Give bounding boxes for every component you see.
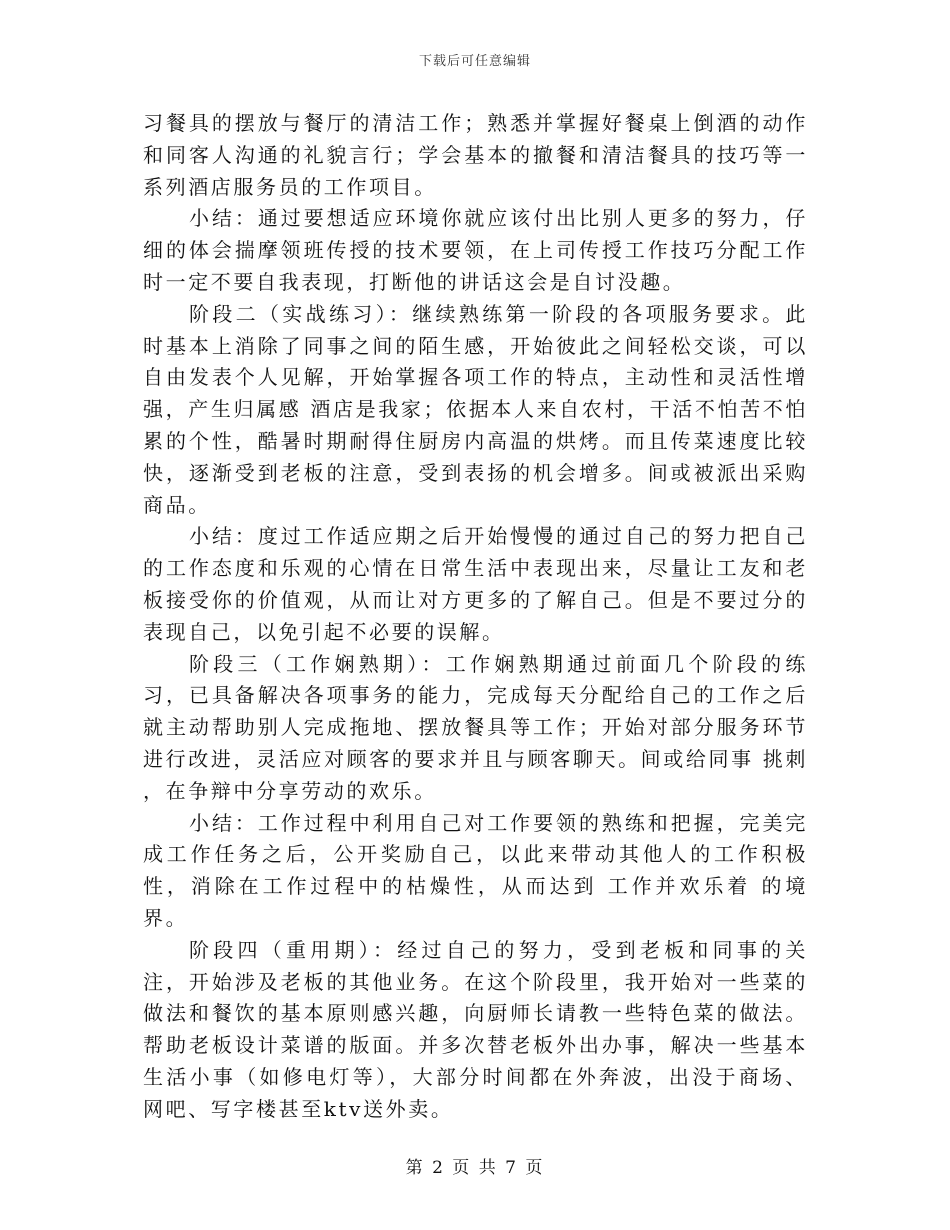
footer-page-number: 2 <box>432 1158 445 1178</box>
footer-suffix: 页 <box>525 1158 545 1178</box>
paragraph-3: 阶段二（实战练习）：继续熟练第一阶段的各项服务要求。此时基本上消除了同事之间的陌生感，开始彼此之间轻松交谈，可以自由发表个人见解，开始掌握各项工作的特点，主动性和灵活性增强，产生归属感 酒店是我家；依据本人来自农村，干活不怕苦不怕累的个性，酷暑时期耐得住厨房内高温的烘烤。而且传菜速度比较快，逐渐受到老板的注意，受到表扬的机会增多。间或被派出采购商品。 <box>143 301 808 517</box>
paragraph-4: 小结：度过工作适应期之后开始慢慢的通过自己的努力把自己的工作态度和乐观的心情在日常生活中表现出来，尽量让工友和老板接受你的价值观，从而让对方更多的了解自己。但是不要过分的表现自己，以免引起不必要的误解。 <box>143 524 808 644</box>
footer-prefix: 第 <box>405 1158 425 1178</box>
paragraph-2: 小结：通过要想适应环境你就应该付出比别人更多的努力，仔细的体会揣摩领班传授的技术要领，在上司传授工作技巧分配工作时一定不要自我表现，打断他的讲话这会是自讨没趣。 <box>143 206 808 294</box>
page-footer <box>0 1153 950 1178</box>
paragraph-6: 小结：工作过程中利用自己对工作要领的熟练和把握，完美完成工作任务之后，公开奖励自己，以此来带动其他人的工作积极性，消除在工作过程中的枯燥性，从而达到 工作并欢乐着 的境界。 <box>143 810 808 930</box>
page-header: 下载后可任意编辑 <box>418 54 531 69</box>
paragraph-7: 阶段四（重用期）：经过自己的努力，受到老板和同事的关注，开始涉及老板的其他业务。在这个阶段里，我开始对一些菜的做法和餐饮的基本原则感兴趣，向厨师长请教一些特色菜的做法。帮助老板设计菜谱的版面。并多次替老板外出办事，解决一些基本生活小事（如修电灯等），大部分时间都在外奔波，出没于商场、网吧、写字楼甚至ktv送外卖。 <box>143 937 808 1121</box>
footer-total-pages: 7 <box>505 1158 518 1178</box>
footer-mid: 页 共 <box>452 1158 498 1178</box>
paragraph-5: 阶段三（工作娴熟期）：工作娴熟期通过前面几个阶段的练习，已具备解决各项事务的能力，完成每天分配给自己的工作之后就主动帮助别人完成拖地、摆放餐具等工作；开始对部分服务环节进行改进，灵活应对顾客的要求并且与顾客聊天。间或给同事 挑刺 ，在争辩中分享劳动的欢乐。 <box>143 651 808 803</box>
paragraph-1: 习餐具的摆放与餐厅的清洁工作；熟悉并掌握好餐桌上倒酒的动作和同客人沟通的礼貌言行；学会基本的撤餐和清洁餐具的技巧等一系列酒店服务员的工作项目。 <box>143 111 808 199</box>
document-body <box>143 108 808 1126</box>
